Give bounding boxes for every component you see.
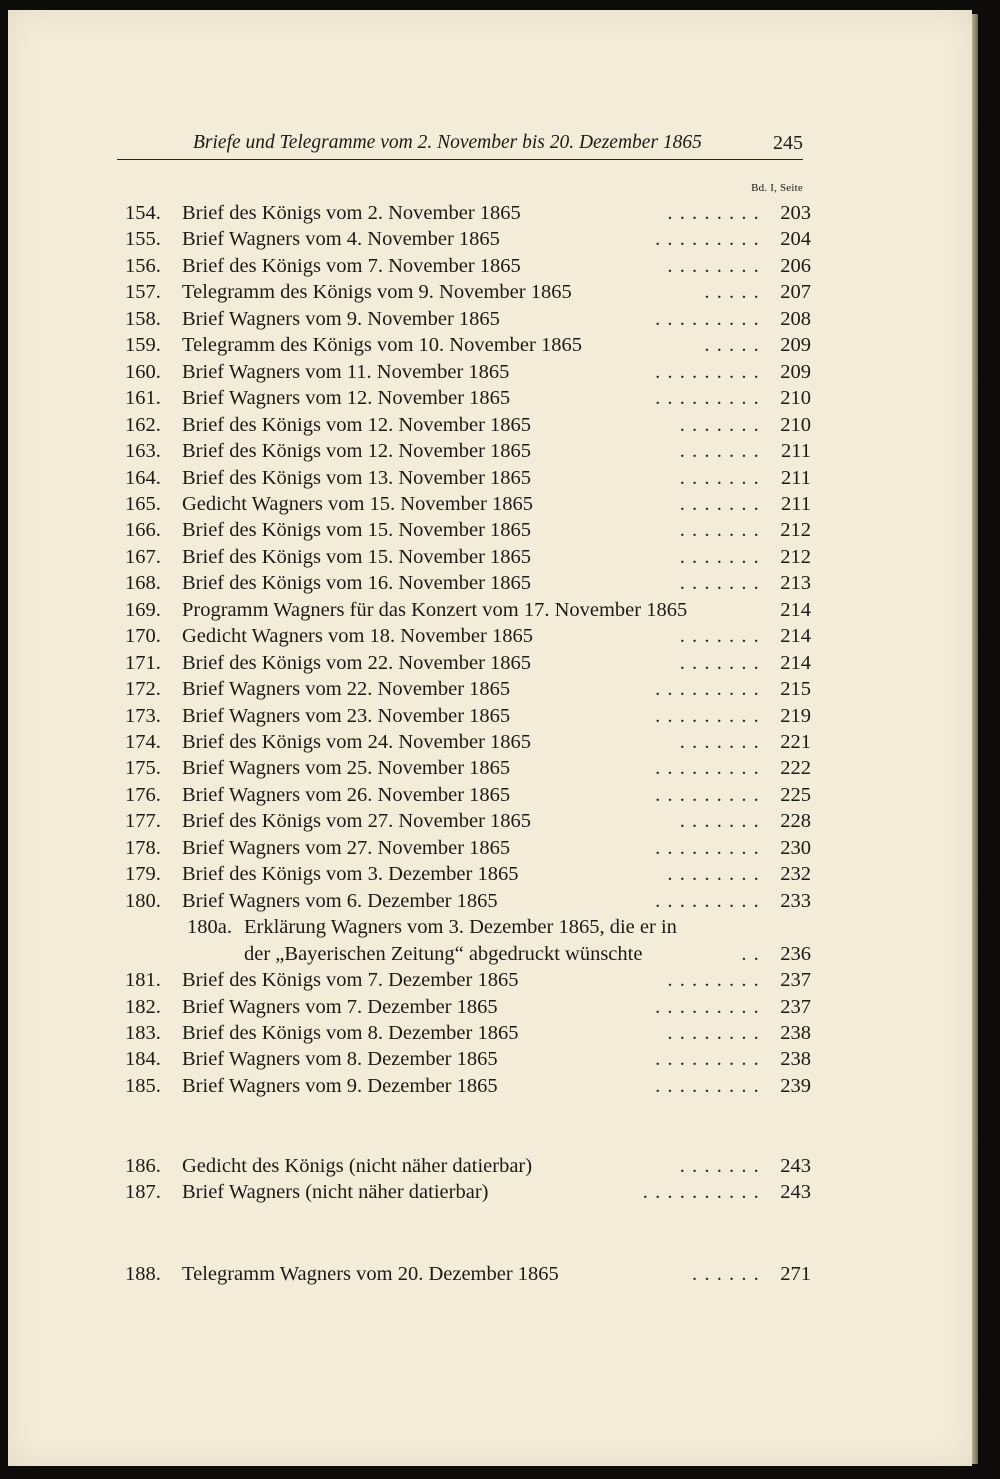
toc-entry [125, 570, 811, 596]
entry-title: Brief Wagners vom 9. Dezember 1865 [182, 1074, 498, 1097]
toc-entry [125, 1073, 811, 1099]
leader-dots: ......... [655, 307, 766, 330]
entry-title: Brief Wagners vom 26. November 1865 [182, 783, 511, 806]
entry-number: 162. [125, 413, 161, 436]
toc-entry [125, 279, 811, 305]
entry-page: 206 [780, 254, 811, 277]
entry-number: 179. [125, 863, 161, 886]
leader-dots: ....... [679, 466, 766, 489]
entry-number: 171. [125, 651, 161, 674]
entry-page: 209 [780, 334, 811, 357]
entry-number: 181. [125, 969, 161, 992]
toc-entry [125, 1153, 811, 1179]
page-number: 245 [773, 132, 803, 154]
leader-dots: ...... [692, 1263, 766, 1285]
entry-page: 215 [780, 678, 811, 701]
leader-dots: ......... [655, 1048, 766, 1071]
entry-number: 156. [125, 254, 161, 277]
toc-entry [125, 412, 811, 438]
entry-title: Gedicht Wagners vom 18. November 1865 [182, 625, 533, 648]
entry-page: 219 [780, 704, 811, 727]
entry-number: 169. [125, 598, 161, 621]
leader-dots: ....... [679, 625, 766, 648]
toc-entry [125, 703, 811, 729]
leader-dots: ......... [655, 836, 766, 859]
toc-entry [125, 1020, 811, 1046]
leader-dots: ....... [679, 1155, 766, 1177]
toc-entry [125, 782, 811, 808]
entry-number: 185. [125, 1074, 161, 1097]
entry-page: 230 [780, 836, 811, 859]
entry-number: 159. [125, 334, 161, 357]
entry-page: 214 [780, 625, 811, 648]
page-edge [972, 14, 978, 1464]
entry-title: Gedicht Wagners vom 15. November 1865 [182, 492, 533, 515]
toc-entry [125, 1261, 811, 1287]
entry-number: 187. [125, 1181, 161, 1204]
entry-title: Brief Wagners vom 6. Dezember 1865 [182, 889, 498, 912]
entry-number: 160. [125, 360, 161, 383]
entry-number: 175. [125, 757, 161, 780]
entry-page: 211 [781, 466, 811, 489]
entry-title: Brief Wagners vom 27. November 1865 [182, 836, 511, 859]
entry-page: 212 [780, 519, 811, 542]
leader-dots: ....... [679, 810, 766, 833]
entry-page: 214 [780, 598, 811, 621]
entry-page: 243 [780, 1155, 811, 1177]
leader-dots: ........ [667, 1021, 766, 1044]
entry-title: Brief des Königs vom 12. November 1865 [182, 413, 532, 436]
running-header [117, 130, 803, 156]
entry-page: 232 [780, 863, 811, 886]
entry-title: Brief Wagners vom 11. November 1865 [182, 360, 510, 383]
leader-dots: ......... [655, 678, 766, 701]
entry-page: 221 [780, 731, 811, 753]
toc-entry [125, 861, 811, 887]
entry-number: 166. [125, 519, 161, 542]
leader-dots: ......... [655, 757, 766, 780]
leader-dots: ..... [704, 281, 766, 304]
toc-entry [125, 438, 811, 464]
leader-dots: ........ [667, 202, 766, 224]
toc-entry [125, 835, 811, 861]
entry-title: Brief des Königs vom 7. November 1865 [182, 254, 521, 277]
leader-dots: ....... [679, 572, 766, 595]
entry-number: 188. [125, 1263, 161, 1285]
entry-page: 211 [781, 492, 811, 515]
entry-number: 165. [125, 492, 161, 515]
toc-sub-entry [125, 914, 811, 940]
entry-title: Brief des Königs vom 13. November 1865 [182, 466, 532, 489]
running-header-title: Briefe und Telegramme vom 2. November bis 20. Dezember 1865 [193, 132, 702, 153]
entry-number: 184. [125, 1048, 161, 1071]
entry-number: 168. [125, 572, 161, 595]
entry-page: 222 [780, 757, 811, 780]
entry-number: 173. [125, 704, 161, 727]
entry-number: 164. [125, 466, 161, 489]
entry-title: Brief Wagners vom 4. November 1865 [182, 228, 500, 251]
leader-dots: ....... [679, 492, 766, 515]
leader-dots: ....... [679, 413, 766, 436]
column-heading: Bd. I, Seite [751, 182, 803, 194]
entry-page: 209 [780, 360, 811, 383]
toc-entry [125, 306, 811, 332]
entry-title: Programm Wagners für das Konzert vom 17. November 1865 [182, 598, 688, 621]
entry-title: Brief des Königs vom 2. November 1865 [182, 202, 521, 224]
entry-page: 210 [780, 413, 811, 436]
entry-title: Brief des Königs vom 15. November 1865 [182, 519, 532, 542]
entry-page: 238 [780, 1021, 811, 1044]
entry-title: Brief des Königs vom 24. November 1865 [182, 731, 532, 753]
entry-number: 174. [125, 731, 161, 753]
entry-number: 163. [125, 440, 161, 463]
toc-entry [125, 808, 811, 834]
entry-title: Brief des Königs vom 22. November 1865 [182, 651, 532, 674]
entry-page: 271 [780, 1263, 811, 1285]
entry-title: Brief des Königs vom 12. November 1865 [182, 440, 532, 463]
toc-entry [125, 465, 811, 491]
entry-number: 180a. [187, 916, 232, 939]
toc-entry [125, 544, 811, 570]
leader-dots: ....... [679, 731, 766, 753]
entry-title: Brief Wagners vom 12. November 1865 [182, 387, 511, 410]
entry-title: Brief Wagners vom 25. November 1865 [182, 757, 511, 780]
entry-number: 170. [125, 625, 161, 648]
entry-title: Brief des Königs vom 3. Dezember 1865 [182, 863, 519, 886]
entry-title: Erklärung Wagners vom 3. Dezember 1865, die er in [244, 916, 677, 939]
toc-entry [125, 359, 811, 385]
entry-page: 243 [780, 1181, 811, 1204]
toc-sub-entry-continued [125, 941, 811, 967]
entry-page: 238 [780, 1048, 811, 1071]
entry-title: Telegramm Wagners vom 20. Dezember 1865 [182, 1263, 559, 1285]
entry-number: 154. [125, 202, 161, 224]
toc-entry [125, 650, 811, 676]
toc-entry [125, 332, 811, 358]
leader-dots: .......... [642, 1181, 766, 1204]
toc-entry [125, 226, 811, 252]
entry-title: Brief des Königs vom 7. Dezember 1865 [182, 969, 519, 992]
leader-dots: ......... [655, 360, 766, 383]
toc-entry [125, 253, 811, 279]
entry-page: 211 [781, 440, 811, 463]
toc-entry [125, 517, 811, 543]
entry-title: Brief Wagners (nicht näher datierbar) [182, 1181, 489, 1204]
toc-entry [125, 623, 811, 649]
entry-page: 239 [780, 1074, 811, 1097]
entry-title: Telegramm des Königs vom 10. November 1865 [182, 334, 582, 357]
entry-title: Brief Wagners vom 7. Dezember 1865 [182, 995, 498, 1018]
entry-title: Brief Wagners vom 22. November 1865 [182, 678, 511, 701]
toc-entry [125, 888, 811, 914]
toc-entry [125, 1046, 811, 1072]
toc-entry [125, 385, 811, 411]
entry-number: 177. [125, 810, 161, 833]
entry-page: 204 [780, 228, 811, 251]
entry-page: 236 [780, 942, 811, 965]
leader-dots: ..... [704, 334, 766, 357]
entry-page: 237 [780, 995, 811, 1018]
entry-title: Brief des Königs vom 27. November 1865 [182, 810, 532, 833]
entry-title: Gedicht des Königs (nicht näher datierbar) [182, 1155, 533, 1177]
entry-title: Brief Wagners vom 23. November 1865 [182, 704, 511, 727]
leader-dots: ........ [667, 863, 766, 886]
entry-page: 207 [780, 281, 811, 304]
leader-dots: ....... [679, 545, 766, 568]
entry-page: 208 [780, 307, 811, 330]
toc-entry [125, 491, 811, 517]
leader-dots: ........ [667, 254, 766, 277]
entry-title: Brief Wagners vom 8. Dezember 1865 [182, 1048, 498, 1071]
toc-entry [125, 676, 811, 702]
entry-number: 180. [125, 889, 161, 912]
toc-entry [125, 729, 811, 755]
entry-page: 212 [780, 545, 811, 568]
entry-number: 172. [125, 678, 161, 701]
toc-entry [125, 200, 811, 226]
toc-entry [125, 967, 811, 993]
entry-number: 176. [125, 783, 161, 806]
entry-page: 214 [780, 651, 811, 674]
toc-entry [125, 597, 811, 623]
leader-dots: ......... [655, 889, 766, 912]
leader-dots: ......... [655, 1074, 766, 1097]
entry-page: 237 [780, 969, 811, 992]
entry-title: Telegramm des Königs vom 9. November 1865 [182, 281, 572, 304]
toc-entry [125, 1179, 811, 1205]
entry-title: Brief des Königs vom 8. Dezember 1865 [182, 1021, 519, 1044]
leader-dots: ......... [655, 995, 766, 1018]
leader-dots: ......... [655, 387, 766, 410]
toc-entry [125, 755, 811, 781]
entry-number: 157. [125, 281, 161, 304]
entry-title: Brief Wagners vom 9. November 1865 [182, 307, 500, 330]
header-rule [117, 159, 803, 160]
leader-dots: .. [741, 942, 766, 965]
entry-title: Brief des Königs vom 15. November 1865 [182, 545, 532, 568]
entry-number: 167. [125, 545, 161, 568]
leader-dots: ....... [679, 651, 766, 674]
entry-page: 210 [780, 387, 811, 410]
entry-title: Brief des Königs vom 16. November 1865 [182, 572, 532, 595]
toc-entry [125, 994, 811, 1020]
entry-page: 225 [780, 783, 811, 806]
entry-number: 161. [125, 387, 161, 410]
entry-title-continued: der „Bayerischen Zeitung“ abgedruckt wünschte [244, 942, 643, 965]
entry-number: 186. [125, 1155, 161, 1177]
entry-number: 183. [125, 1021, 161, 1044]
leader-dots: ....... [679, 519, 766, 542]
entry-page: 228 [780, 810, 811, 833]
leader-dots: ......... [655, 704, 766, 727]
leader-dots: ......... [655, 783, 766, 806]
entry-page: 233 [780, 889, 811, 912]
entry-number: 182. [125, 995, 161, 1018]
leader-dots: ....... [679, 440, 766, 463]
entry-number: 158. [125, 307, 161, 330]
entry-page: 213 [780, 572, 811, 595]
leader-dots: ......... [655, 228, 766, 251]
leader-dots: ........ [667, 969, 766, 992]
entry-page: 203 [780, 202, 811, 224]
entry-number: 155. [125, 228, 161, 251]
entry-number: 178. [125, 836, 161, 859]
